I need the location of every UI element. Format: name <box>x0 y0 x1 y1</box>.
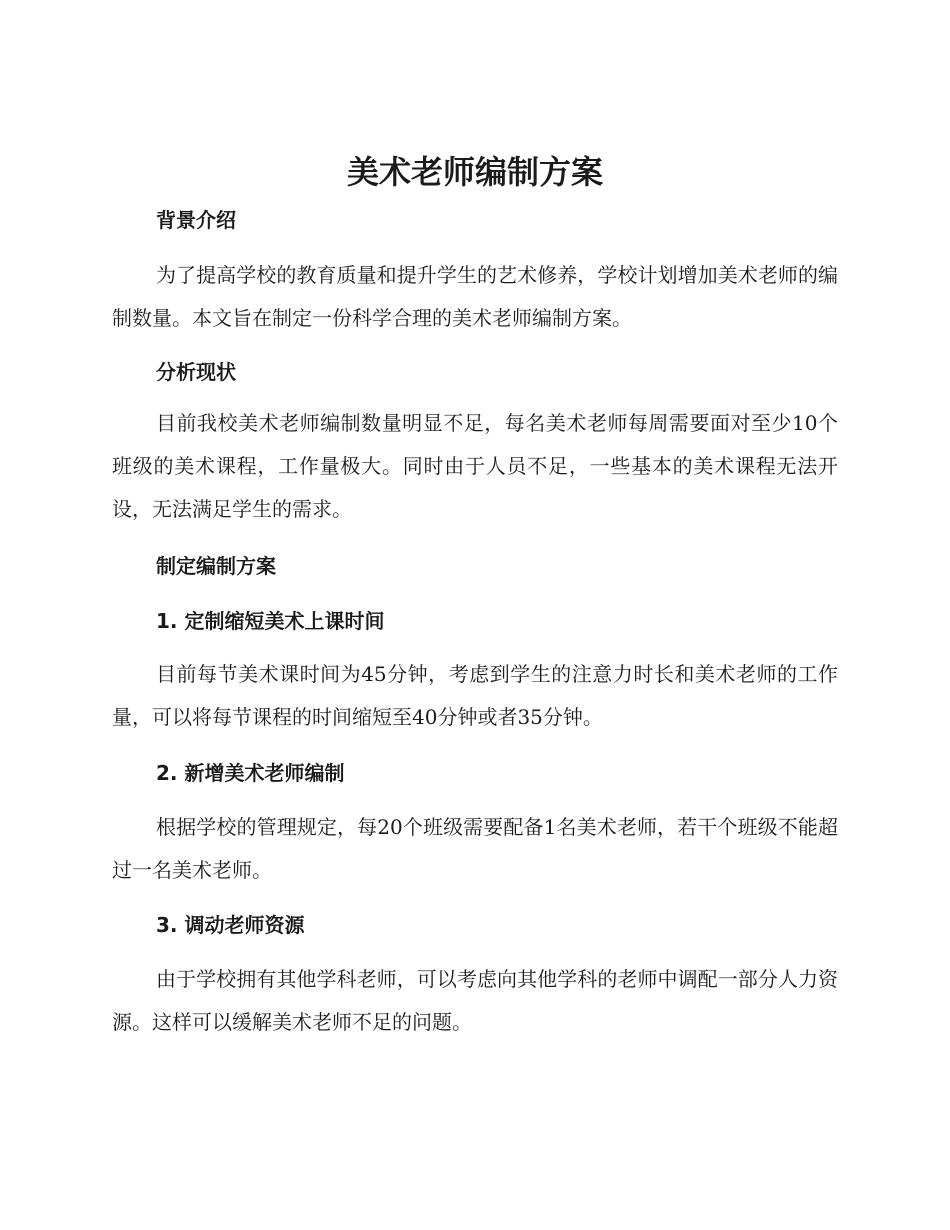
section-plan-item-3 <box>112 910 838 940</box>
section-paragraph: 由于学校拥有其他学科老师，可以考虑向其他学科的老师中调配一部分人力资源。这样可以缓解美术老师不足的问题。 <box>112 967 838 1034</box>
section-background-body <box>112 254 838 340</box>
section-plan-item-2-body <box>112 806 838 892</box>
section-heading: 背景介绍 <box>156 208 236 232</box>
section-heading: 分析现状 <box>156 360 236 384</box>
section-heading: 制定编制方案 <box>156 554 276 578</box>
section-paragraph: 根据学校的管理规定，每20个班级需要配备1名美术老师，若干个班级不能超过一名美术老师。 <box>112 815 838 882</box>
section-heading: 3. 调动老师资源 <box>156 913 305 937</box>
document-title: 美术老师编制方案 <box>346 153 603 191</box>
section-plan <box>112 551 838 581</box>
section-plan-item-2 <box>112 758 838 788</box>
section-paragraph: 目前我校美术老师编制数量明显不足，每名美术老师每周需要面对至少10个班级的美术课程，工作量极大。同时由于人员不足，一些基本的美术课程无法开设，无法满足学生的需求。 <box>112 411 838 521</box>
section-plan-item-3-body <box>112 958 838 1044</box>
section-heading: 1. 定制缩短美术上课时间 <box>156 609 385 633</box>
section-analysis <box>112 357 838 387</box>
section-plan-item-1-body <box>112 653 838 739</box>
section-paragraph: 目前每节美术课时间为45分钟，考虑到学生的注意力时长和美术老师的工作量，可以将每节课程的时间缩短至40分钟或者35分钟。 <box>112 662 838 729</box>
section-analysis-body <box>112 402 838 531</box>
section-background <box>112 205 838 235</box>
section-heading: 2. 新增美术老师编制 <box>156 761 345 785</box>
section-paragraph: 为了提高学校的教育质量和提升学生的艺术修养，学校计划增加美术老师的编制数量。本文旨在制定一份科学合理的美术老师编制方案。 <box>112 263 838 330</box>
section-plan-item-1 <box>112 606 838 636</box>
